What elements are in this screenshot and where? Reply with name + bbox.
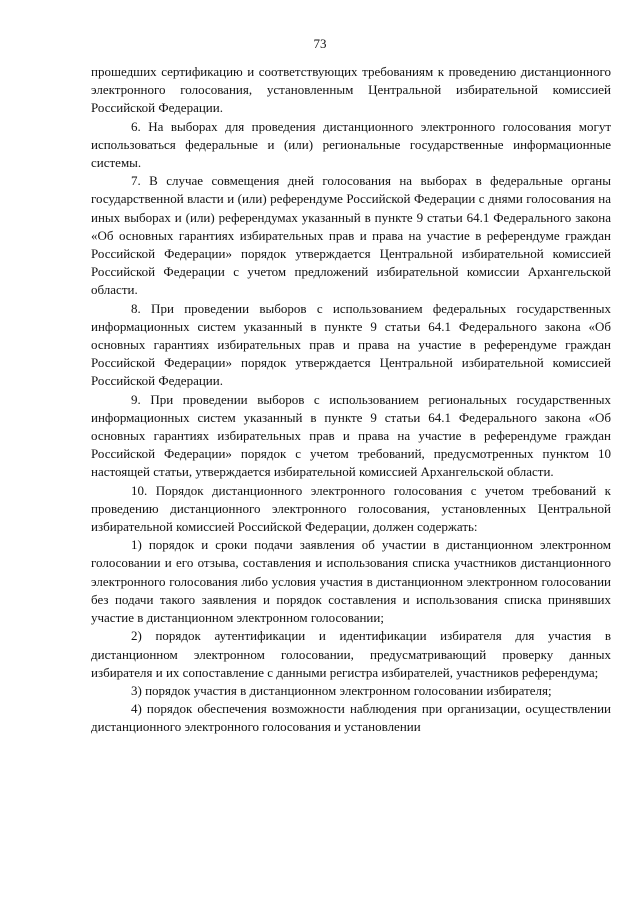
paragraph-7: 7. В случае совмещения дней голосования на выборах в федеральные органы государственной власти и (или) референдуме Российской Федерации с днями голосования на иных выборах и (или) референдумах указанный в пункте 9 статьи 64.1 Федерального закона «Об основных гарантиях избирательных прав и права на участие в референдуме граждан Российской Федерации» порядок утверждается Центральной избирательной комиссией Российской Федерации с учетом предложений избирательной комиссии Архангельской области.	[91, 173, 611, 298]
subparagraph-10-3: 3) порядок участия в дистанционном электронном голосовании избирателя;	[131, 682, 552, 698]
paragraph-6: 6. На выборах для проведения дистанционного электронного голосования могут использоваться федеральные и (или) региональные государственные информационные системы.	[91, 118, 611, 171]
document-body	[91, 63, 611, 737]
paragraph-continuation: прошедших сертификацию и соответствующих требованиям к проведению дистанционного электронного голосования, установленным Центральной избирательной комиссией Российской Федерации.	[91, 64, 611, 116]
paragraph-9: 9. При проведении выборов с использованием региональных государственных информационных систем указанный в пункте 9 статьи 64.1 Федерального закона «Об основных гарантиях избирательных прав и права на участие в референдуме граждан Российской Федерации» порядок с учетом требований, предусмотренных пунктом 10 настоящей статьи, утверждается избирательной комиссией Архангельской области.	[91, 391, 611, 480]
subparagraph-10-4: 4) порядок обеспечения возможности наблюдения при организации, осуществлении дистанционного электронного голосования и установлении	[91, 701, 611, 735]
subparagraph-10-2: 2) порядок аутентификации и идентификации избирателя для участия в дистанционном электронном голосовании, предусматривающий проверку данных избирателя и их сопоставление с данными регистра избирателей, участников референдума;	[91, 628, 611, 680]
paragraph-8: 8. При проведении выборов с использованием федеральных государственных информационных систем указанный в пункте 9 статьи 64.1 Федерального закона «Об основных гарантиях избирательных прав и права на участие в референдуме граждан Российской Федерации» порядок утверждается Центральной избирательной комиссией Российской Федерации.	[91, 300, 611, 389]
subparagraph-10-1: 1) порядок и сроки подачи заявления об участии в дистанционном электронном голосовании и его отзыва, составления и использования списка участников дистанционного электронного голосования либо условия участия в дистанционном электронном голосовании без подачи такого заявления и порядок составления и использования списка принявших участие в дистанционном электронном голосовании;	[91, 537, 611, 626]
paragraph-10: 10. Порядок дистанционного электронного голосования с учетом требований к проведению дистанционного электронного голосования, установленных Центральной избирательной комиссией Российской Федерации, должен содержать:	[91, 482, 611, 535]
page-number: 73	[313, 36, 327, 51]
